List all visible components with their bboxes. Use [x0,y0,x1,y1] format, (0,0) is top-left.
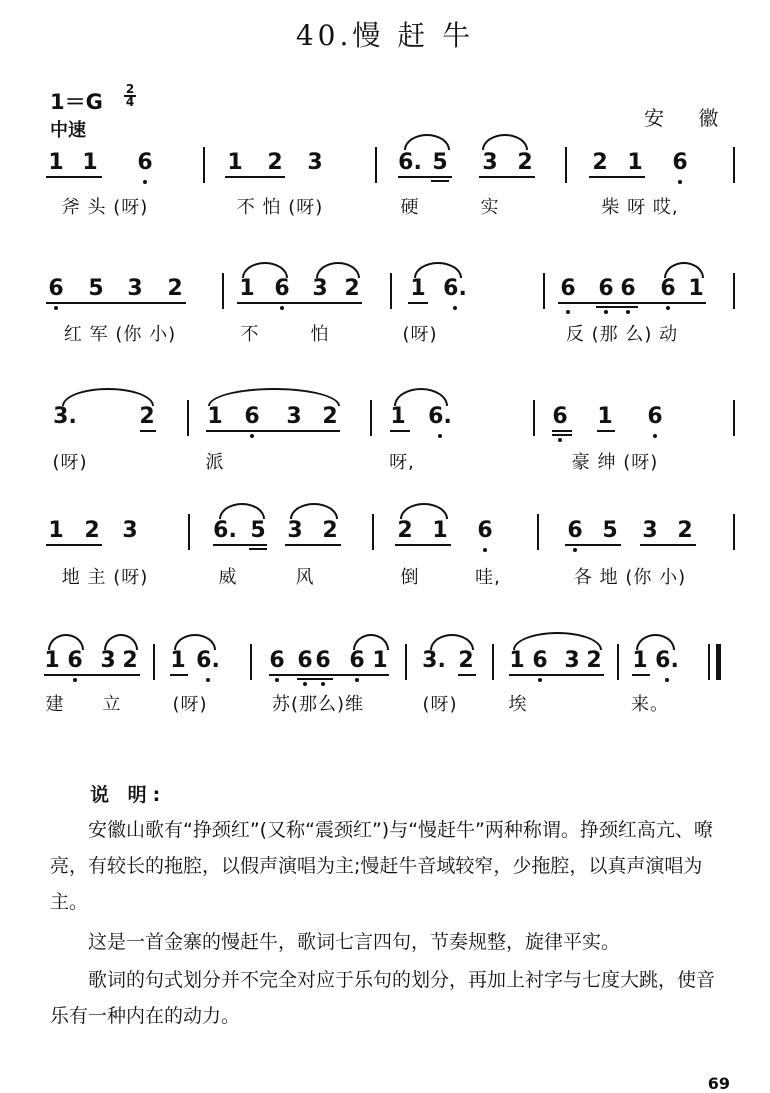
barline [733,147,735,183]
beam [285,544,341,546]
barline [250,644,252,680]
note: 6. [428,404,452,429]
lyric: (呀) [52,452,88,473]
beam [297,678,333,680]
note: 2 [397,518,413,543]
beam [390,430,410,432]
note: 1 [82,150,98,175]
notes-paragraph: 安徽山歌有“挣颈红”(又称“震颈红”)与“慢赶牛”两种称谓。挣颈红高亢、嘹亮，有较长的拖腔，以假声演唱为主;慢赶牛音域较窄，少拖腔，以真声演唱为主。 [50,819,713,913]
note: 1 [597,404,613,429]
lyric: 不 [240,324,260,345]
beam [46,176,102,178]
note: 6. [213,518,237,543]
meter-bottom: 4 [125,95,135,109]
notes-heading: 说 明: [90,784,167,806]
note: 1 [627,150,643,175]
key-signature: 1＝G [50,90,103,114]
slur [513,632,602,650]
beam [225,176,285,178]
lower-octave-dot [653,434,657,438]
slur [482,134,528,150]
beam [596,306,638,308]
note: 1 [632,648,648,673]
meter-top: 2 [125,82,135,96]
lower-octave-dot [566,310,570,314]
barline [153,644,155,680]
lower-octave-dot [453,306,457,310]
note: 5 [432,150,448,175]
beam [552,434,572,436]
slur [290,503,338,519]
slur [316,262,360,278]
note: 1 [207,404,223,429]
note: 6 [560,276,576,301]
beam [140,430,156,432]
note: 3 [642,518,658,543]
barline [537,514,539,550]
note: 1 [239,276,255,301]
beam [552,430,572,432]
note: 6 [67,648,83,673]
note: 6 [647,404,663,429]
tempo-marking: 中速 [50,120,86,141]
barline [533,400,535,436]
note: 6 [552,404,568,429]
lyric: 地 主 (呀) [61,567,149,588]
note: 6 [137,150,153,175]
beam [558,302,706,304]
note: 6 [244,404,260,429]
note: 2 [592,150,608,175]
note: 2 [458,648,474,673]
slur [636,634,675,650]
note: 6 [567,518,583,543]
lyric: (呀) [172,694,208,715]
note: 2 [84,518,100,543]
lower-octave-dot [678,180,682,184]
beam [632,674,650,676]
note: 6. [398,150,422,175]
slur [400,503,448,519]
note: 2 [517,150,533,175]
time-signature [124,84,136,108]
lower-octave-dot [573,548,577,552]
lyric: 柴 呀 哎, [601,197,679,218]
beam [458,674,476,676]
slur [208,388,340,406]
lyric: 斧 头 (呀) [61,197,149,218]
note: 6 [315,648,331,673]
barline [390,273,392,309]
slur [62,388,154,406]
final-barline-thin [708,644,710,680]
lower-octave-dot [666,306,670,310]
lower-octave-dot [250,434,254,438]
note: 6. [655,648,679,673]
note: 1 [390,404,406,429]
beam [46,544,102,546]
lower-octave-dot [206,678,210,682]
note: 1 [688,276,704,301]
lower-octave-dot [143,180,147,184]
lyric: 风 [295,567,315,588]
slur [219,503,265,519]
slur [48,634,84,650]
note: 2 [167,276,183,301]
note: 3 [127,276,143,301]
note: 3 [286,404,302,429]
beam [565,544,621,546]
beam [46,302,186,304]
lyric: (呀) [402,324,438,345]
lower-octave-dot [73,678,77,682]
beam [249,548,267,550]
beam [640,544,696,546]
note: 1 [432,518,448,543]
lyric: 红 军 (你 小) [63,324,177,345]
beam [398,176,452,178]
barline [372,514,374,550]
lyric: 建 [45,694,65,715]
note: 3. [53,404,77,429]
note: 3 [100,648,116,673]
barline [733,273,735,309]
lower-octave-dot [665,678,669,682]
note: 3 [307,150,323,175]
slur [353,634,389,650]
lower-octave-dot [626,310,630,314]
slur [104,634,138,650]
lyric: 实 [480,197,500,218]
lyric: 硬 [400,197,420,218]
note: 6 [672,150,688,175]
lyric: 不 怕 (呀) [236,197,324,218]
lower-octave-dot [483,548,487,552]
note: 2 [677,518,693,543]
lower-octave-dot [280,306,284,310]
beam [431,180,449,182]
beam [206,430,340,432]
note: 1 [372,648,388,673]
slur [394,388,448,406]
note: 2 [586,648,602,673]
barline [492,644,494,680]
lower-octave-dot [321,682,325,686]
lyric: 哇, [475,567,501,588]
notes-paragraph: 这是一首金寨的慢赶牛，歌词七言四句，节奏规整，旋律平实。 [88,931,621,953]
note: 1 [509,648,525,673]
beam [213,544,267,546]
lyric: 派 [205,452,225,473]
lyric: 埃 [508,694,528,715]
note: 2 [344,276,360,301]
note: 3 [122,518,138,543]
note: 6 [269,648,285,673]
note: 1 [44,648,60,673]
barline [187,400,189,436]
note: 6 [349,648,365,673]
barline [370,400,372,436]
barline [222,273,224,309]
note: 5 [250,518,266,543]
beam [509,674,604,676]
note: 1 [48,150,64,175]
beam [597,430,615,432]
lyric: 豪 绅 (呀) [571,452,659,473]
beam [237,302,362,304]
beam [44,674,140,676]
barline [617,644,619,680]
note: 3. [422,648,446,673]
barline [375,147,377,183]
note: 3 [312,276,328,301]
lower-octave-dot [604,310,608,314]
barline [188,514,190,550]
lyric: 倒 [400,567,420,588]
note: 6 [297,648,313,673]
barline [543,273,545,309]
note: 1 [48,518,64,543]
slur [430,634,474,650]
note: 6 [274,276,290,301]
lower-octave-dot [355,678,359,682]
slur [242,262,288,278]
slur [174,634,216,650]
note: 5 [602,518,618,543]
barline [733,514,735,550]
beam [479,176,535,178]
lower-octave-dot [275,678,279,682]
lower-octave-dot [538,678,542,682]
lower-octave-dot [438,434,442,438]
beam [170,674,188,676]
barline [733,400,735,436]
lyric: 怕 [310,324,330,345]
slur [404,134,450,150]
lower-octave-dot [54,306,58,310]
note: 2 [139,404,155,429]
note: 6 [598,276,614,301]
note: 2 [122,648,138,673]
lyric: 各 地 (你 小) [573,567,687,588]
note: 6 [620,276,636,301]
final-barline-thick [716,644,721,680]
page-number: 69 [707,1074,730,1093]
note: 6 [532,648,548,673]
note: 6 [477,518,493,543]
barline [405,644,407,680]
note: 1 [227,150,243,175]
lyric: 苏(那么)维 [271,694,365,715]
notes-paragraph: 歌词的句式划分并不完全对应于乐句的划分，再加上衬字与七度大跳，使音乐有一种内在的动力。 [50,969,716,1027]
note: 6. [443,276,467,301]
lyric: (呀) [422,694,458,715]
lyric: 来。 [631,694,669,715]
note: 3 [564,648,580,673]
slur [664,262,704,278]
note: 6. [196,648,220,673]
note: 6 [660,276,676,301]
beam [589,176,645,178]
beam [269,674,389,676]
beam [408,302,428,304]
lyric: 立 [102,694,122,715]
song-title: 40.慢 赶 牛 [295,19,475,52]
note: 6 [48,276,64,301]
note: 2 [267,150,283,175]
note: 1 [410,276,426,301]
note: 3 [482,150,498,175]
lower-octave-dot [558,438,562,442]
barline [565,147,567,183]
lyric: 呀, [389,452,415,473]
song-origin: 安 徽 [644,106,733,130]
lyric: 反 (那 么) 动 [565,324,679,345]
note: 3 [287,518,303,543]
note: 5 [88,276,104,301]
note: 2 [322,404,338,429]
barline [203,147,205,183]
note: 1 [170,648,186,673]
beam [395,544,451,546]
slur [414,262,462,278]
note: 2 [322,518,338,543]
lyric: 威 [218,567,238,588]
lower-octave-dot [303,682,307,686]
